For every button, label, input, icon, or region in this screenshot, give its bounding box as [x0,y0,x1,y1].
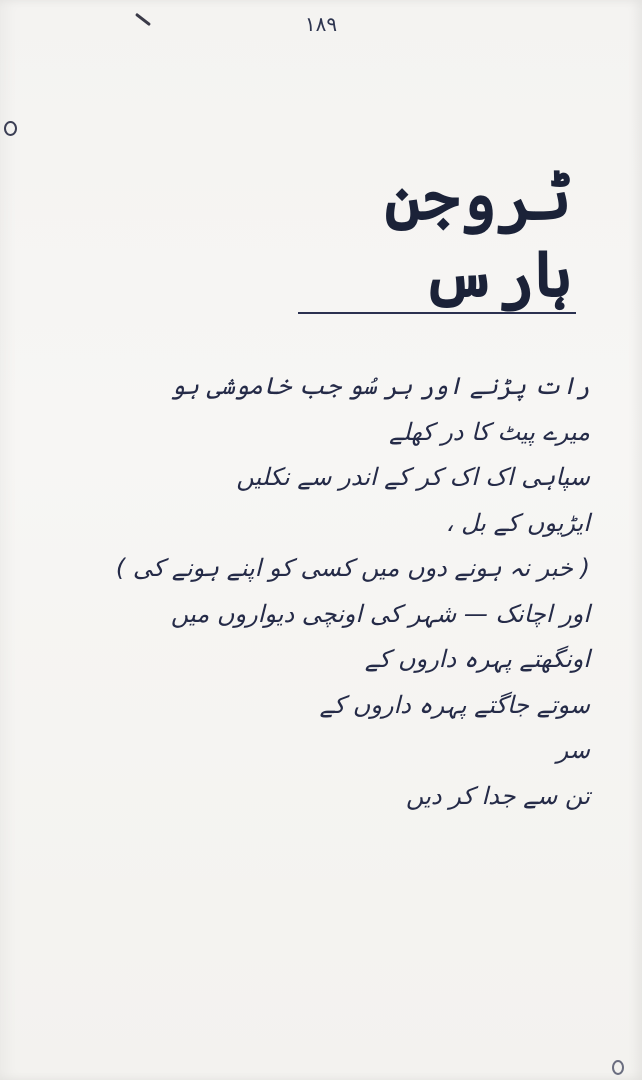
poem-line: میرے پیٹ کا در کھلے [389,417,590,446]
poem-line: ایڑیوں کے بل ، [445,508,590,537]
binding-hole-mark [4,121,17,136]
poem-line: رات پڑنے اور ہر سُو جب خاموشی ہو [170,372,590,400]
corner-mark [612,1060,624,1075]
page-number: ۱۸۹ [304,12,338,36]
poem-line: ( خبر نہ ہونے دوں میں کسی کو اپنے ہونے کی ) [115,554,590,582]
poem-line: سوتے جاگتے پہرہ داروں کے [319,690,590,719]
title-underline [298,312,576,314]
poem-line: تن سے جدا کر دیں [405,781,590,810]
poem-line: سر [556,736,590,764]
poem-line: اور اچانک — شہر کی اونچی دیواروں میں [170,599,590,628]
poem-body [115,364,590,819]
poem-title: ٹروجن ہارس [384,160,572,312]
poem-line: اونگھتے پہرہ داروں کے [364,645,590,673]
poem-line: سپاہی اک اک کر کے اندر سے نکلیں [236,463,590,491]
